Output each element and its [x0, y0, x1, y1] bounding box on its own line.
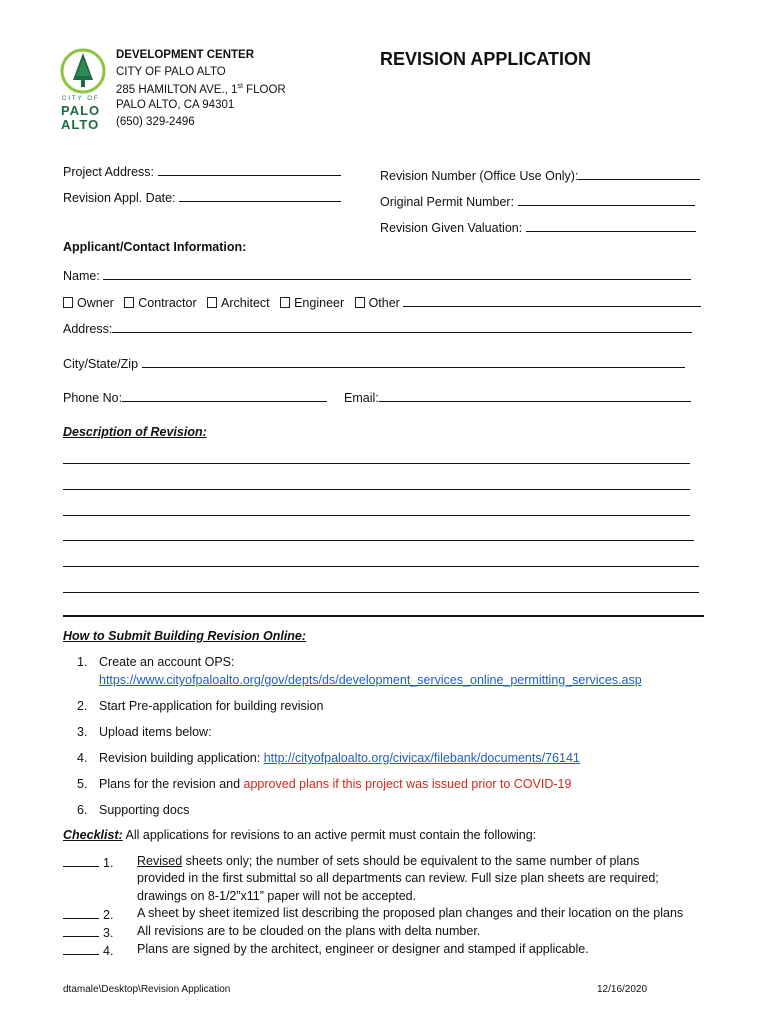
valuation-label: Revision Given Valuation:	[380, 221, 526, 235]
role-row	[63, 294, 701, 310]
project-address-field[interactable]	[63, 163, 341, 179]
step-4-text	[99, 751, 580, 765]
palo-alto-logo	[58, 46, 108, 132]
role-architect[interactable]	[207, 296, 270, 310]
step-4-label: Revision building application:	[99, 751, 264, 765]
other-line[interactable]	[403, 294, 701, 307]
other-checkbox[interactable]	[355, 297, 365, 308]
logo-alto: ALTO	[61, 117, 100, 132]
description-line-5[interactable]	[63, 566, 699, 567]
project-address-label: Project Address:	[63, 165, 158, 179]
revised-word: Revised	[137, 854, 183, 868]
citystatezip-label: City/State/Zip	[63, 357, 142, 371]
step-6-number: 6.	[77, 803, 88, 817]
item-1-rest: sheets only; the number of sets should be equivalent to the same number of plans	[182, 854, 640, 868]
engineer-checkbox[interactable]	[280, 297, 290, 308]
original-permit-field[interactable]	[380, 193, 695, 209]
original-permit-label: Original Permit Number:	[380, 195, 518, 209]
checklist-item-2-mark[interactable]	[63, 906, 113, 922]
email-line[interactable]	[379, 389, 691, 402]
application-link[interactable]: http://cityofpaloalto.org/civicax/filebank/documents/76141	[263, 751, 580, 765]
logo-cityof: CITY OF	[62, 96, 100, 102]
description-line-1[interactable]	[63, 463, 690, 464]
step-6-text: Supporting docs	[99, 803, 190, 817]
revision-date-field[interactable]	[63, 189, 341, 205]
applicant-heading: Applicant/Contact Information:	[63, 240, 247, 254]
checklist-num-2: 2.	[103, 908, 114, 922]
checklist-blank-1[interactable]	[63, 854, 99, 867]
citystatezip-line[interactable]	[142, 355, 685, 368]
checklist-intro-text: All applications for revisions to an active permit must contain the following:	[122, 828, 537, 842]
footer-path: dtamale\Desktop\Revision Application	[63, 984, 231, 995]
step-3-text: Upload items below:	[99, 725, 212, 739]
original-permit-line[interactable]	[518, 193, 695, 206]
checklist-blank-2[interactable]	[63, 906, 99, 919]
description-line-2[interactable]	[63, 489, 690, 490]
checklist-item-3-mark[interactable]	[63, 924, 113, 940]
description-line-7[interactable]	[63, 615, 704, 617]
owner-label: Owner	[77, 296, 114, 310]
role-contractor[interactable]	[124, 296, 196, 310]
architect-label: Architect	[221, 296, 270, 310]
revision-number-field[interactable]	[380, 167, 700, 183]
owner-checkbox[interactable]	[63, 297, 73, 308]
org-city: CITY OF PALO ALTO	[116, 66, 226, 78]
checklist-num-3: 3.	[103, 926, 114, 940]
email-label: Email:	[344, 391, 379, 405]
org-street	[116, 83, 286, 96]
logo-palo: PALO	[61, 103, 101, 118]
checklist-num-4: 4.	[103, 944, 114, 958]
valuation-line[interactable]	[526, 219, 696, 232]
architect-checkbox[interactable]	[207, 297, 217, 308]
org-name: DEVELOPMENT CENTER	[116, 49, 255, 61]
tree-seal-icon	[58, 46, 108, 96]
description-line-6[interactable]	[63, 592, 699, 593]
role-other[interactable]	[355, 296, 400, 310]
page-title: REVISION APPLICATION	[380, 49, 592, 69]
howto-heading: How to Submit Building Revision Online:	[63, 629, 307, 643]
footer-date: 12/16/2020	[597, 984, 648, 995]
step-2-text: Start Pre-application for building revision	[99, 699, 324, 713]
checklist-num-1: 1.	[103, 856, 114, 870]
address-field[interactable]	[63, 320, 692, 336]
engineer-label: Engineer	[294, 296, 345, 310]
revision-date-label: Revision Appl. Date:	[63, 191, 180, 205]
name-label: Name:	[63, 269, 104, 283]
description-heading: Description of Revision:	[63, 425, 207, 439]
checklist-intro	[63, 828, 536, 842]
org-phone: (650) 329-2496	[116, 116, 195, 128]
phone-line[interactable]	[122, 389, 327, 402]
valuation-field[interactable]	[380, 219, 696, 235]
step-5-label: Plans for the revision and	[99, 777, 244, 791]
step-2-number: 2.	[77, 699, 88, 713]
step-5-number: 5.	[77, 777, 88, 791]
citystatezip-field[interactable]	[63, 355, 685, 371]
contractor-checkbox[interactable]	[124, 297, 134, 308]
checklist-item-4-text: Plans are signed by the architect, engineer or designer and stamped if applicable.	[137, 942, 589, 956]
checklist-item-1-mark[interactable]	[63, 854, 113, 870]
contractor-label: Contractor	[138, 296, 197, 310]
street-floor: FLOOR	[242, 83, 286, 96]
project-address-line[interactable]	[158, 163, 341, 176]
checklist-item-4-mark[interactable]	[63, 942, 113, 958]
name-field[interactable]	[63, 267, 691, 283]
street-sup: st	[237, 83, 243, 90]
checklist-item-1-line1	[137, 854, 639, 868]
address-line[interactable]	[112, 320, 692, 333]
phone-label: Phone No:	[63, 391, 123, 405]
street-text: 285 HAMILTON AVE., 1	[116, 83, 238, 96]
checklist-item-1-line3: drawings on 8-1/2”x11” paper will not be accepted.	[137, 889, 417, 903]
checklist-blank-4[interactable]	[63, 942, 99, 955]
phone-field[interactable]	[63, 389, 327, 405]
step-1-number: 1.	[77, 655, 88, 669]
revision-number-label: Revision Number (Office Use Only):	[380, 169, 579, 183]
address-label: Address:	[63, 322, 113, 336]
checklist-item-2-text: A sheet by sheet itemized list describing the proposed plan changes and their location on the plans	[137, 906, 684, 920]
other-label: Other	[368, 296, 400, 310]
checklist-item-3-text: All revisions are to be clouded on the plans with delta number.	[137, 924, 481, 938]
role-engineer[interactable]	[280, 296, 344, 310]
step-4-number: 4.	[77, 751, 88, 765]
description-line-3[interactable]	[63, 515, 690, 516]
org-citystate: PALO ALTO, CA 94301	[116, 99, 235, 111]
step-1-text: Create an account OPS:	[99, 655, 235, 669]
checklist-item-1-line2: provided in the first submittal so all departments can review. Full size plan sheets are required;	[137, 871, 659, 885]
step-3-number: 3.	[77, 725, 88, 739]
description-line-4[interactable]	[63, 540, 694, 541]
checklist-blank-3[interactable]	[63, 924, 99, 937]
revision-number-line[interactable]	[578, 167, 700, 180]
name-line[interactable]	[103, 267, 691, 280]
covid-note: approved plans if this project was issued prior to COVID-19	[243, 777, 572, 791]
email-field[interactable]	[344, 389, 691, 405]
step-5-text	[99, 777, 571, 791]
revision-date-line[interactable]	[179, 189, 341, 202]
ops-link[interactable]: https://www.cityofpaloalto.org/gov/depts/ds/development_services_online_permitting_services.asp	[99, 673, 642, 687]
checklist-label: Checklist:	[63, 828, 123, 842]
role-owner[interactable]	[63, 296, 114, 310]
